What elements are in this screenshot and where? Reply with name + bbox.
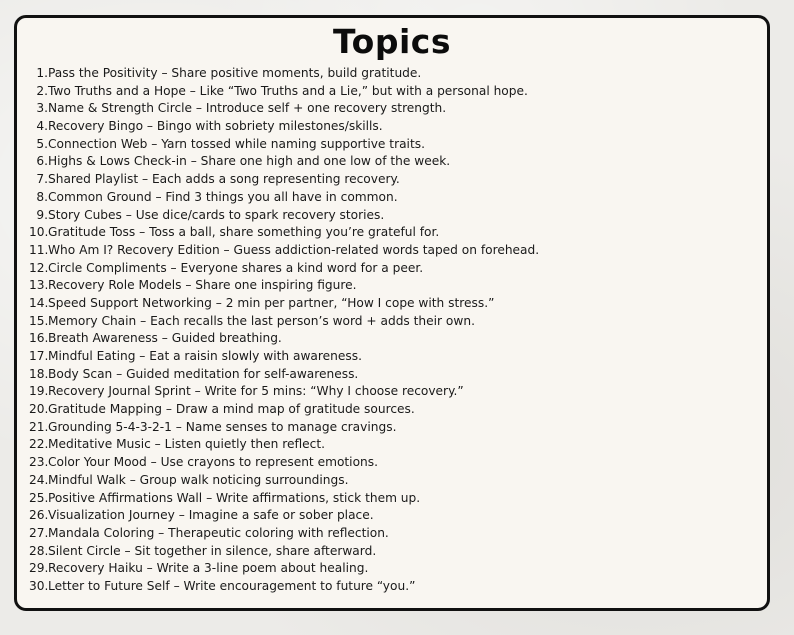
list-item bbox=[29, 348, 539, 366]
list-item-text: Color Your Mood – Use crayons to represent emotions. bbox=[48, 455, 378, 470]
list-item-number: 13. bbox=[29, 278, 49, 293]
list-item-number: 4. bbox=[36, 119, 48, 134]
list-item-number: 18. bbox=[29, 366, 49, 381]
list-item bbox=[29, 260, 539, 278]
list-item-number: 9. bbox=[36, 207, 48, 222]
list-item-text: Mandala Coloring – Therapeutic coloring with reflection. bbox=[48, 525, 389, 540]
list-item bbox=[29, 277, 539, 295]
list-item bbox=[29, 242, 539, 260]
list-item-number: 16. bbox=[29, 331, 49, 346]
list-item-text: Connection Web – Yarn tossed while naming supportive traits. bbox=[48, 136, 425, 151]
list-item bbox=[29, 401, 539, 419]
list-item-text: Highs & Lows Check-in – Share one high and one low of the week. bbox=[48, 154, 451, 169]
list-item-text: Letter to Future Self – Write encouragement to future “you.” bbox=[48, 578, 416, 593]
list-item-number: 15. bbox=[29, 313, 49, 328]
list-item bbox=[29, 207, 539, 225]
list-item-number: 17. bbox=[29, 349, 49, 363]
list-item-number: 27. bbox=[29, 525, 49, 540]
list-item-number: 2. bbox=[36, 83, 48, 98]
list-item-text: Mindful Eating – Eat a raisin slowly with awareness. bbox=[48, 349, 362, 363]
list-item bbox=[29, 419, 539, 437]
list-item-number: 12. bbox=[29, 260, 49, 275]
list-item-number: 1. bbox=[36, 66, 48, 80]
list-item bbox=[29, 313, 539, 331]
list-item-number: 5. bbox=[36, 136, 48, 151]
list-item-text: Speed Support Networking – 2 min per partner, “How I cope with stress.” bbox=[48, 295, 495, 310]
list-item-text: Recovery Role Models – Share one inspiring figure. bbox=[48, 278, 357, 293]
list-item-text: Body Scan – Guided meditation for self-awareness. bbox=[48, 366, 359, 381]
list-item-number: 11. bbox=[29, 242, 49, 257]
topics-card bbox=[14, 15, 770, 611]
list-item bbox=[29, 366, 539, 384]
list-item-text: Recovery Bingo – Bingo with sobriety milestones/skills. bbox=[48, 119, 383, 134]
list-item-text: Common Ground – Find 3 things you all have in common. bbox=[48, 189, 398, 204]
list-item-text: Shared Playlist – Each adds a song representing recovery. bbox=[48, 172, 400, 187]
list-item-number: 22. bbox=[29, 437, 49, 452]
list-item-number: 10. bbox=[29, 225, 49, 240]
list-item-number: 29. bbox=[29, 561, 49, 576]
list-item-text: Grounding 5-4-3-2-1 – Name senses to manage cravings. bbox=[48, 419, 397, 434]
list-item-text: Breath Awareness – Guided breathing. bbox=[48, 331, 282, 346]
list-item bbox=[29, 118, 539, 136]
list-item-number: 14. bbox=[29, 295, 49, 310]
list-item-text: Who Am I? Recovery Edition – Guess addiction-related words taped on forehead. bbox=[48, 242, 540, 257]
list-item-text: Memory Chain – Each recalls the last person’s word + adds their own. bbox=[48, 313, 475, 328]
list-item bbox=[29, 525, 539, 543]
list-item-text: Two Truths and a Hope – Like “Two Truths and a Lie,” but with a personal hope. bbox=[48, 83, 528, 98]
list-item-number: 8. bbox=[36, 189, 48, 204]
list-item-text: Story Cubes – Use dice/cards to spark recovery stories. bbox=[48, 207, 385, 222]
list-item bbox=[29, 136, 539, 154]
list-item bbox=[29, 224, 539, 242]
list-item-number: 19. bbox=[29, 384, 49, 399]
list-item-number: 30. bbox=[29, 578, 49, 593]
list-item-number: 21. bbox=[29, 419, 49, 434]
list-item-text: Name & Strength Circle – Introduce self + one recovery strength. bbox=[48, 101, 447, 116]
list-item-number: 25. bbox=[29, 490, 49, 505]
list-item bbox=[29, 454, 539, 472]
list-item-text: Gratitude Mapping – Draw a mind map of gratitude sources. bbox=[48, 402, 415, 417]
list-item-number: 20. bbox=[29, 402, 49, 417]
list-item bbox=[29, 436, 539, 454]
page-title: Topics bbox=[333, 22, 451, 61]
list-item bbox=[29, 100, 539, 118]
list-item-number: 24. bbox=[29, 472, 49, 487]
list-item bbox=[29, 472, 539, 490]
list-item bbox=[29, 189, 539, 207]
list-item bbox=[29, 330, 539, 348]
list-item-number: 3. bbox=[36, 101, 48, 116]
list-item-text: Visualization Journey – Imagine a safe or sober place. bbox=[48, 508, 374, 523]
list-item-text: Gratitude Toss – Toss a ball, share something you’re grateful for. bbox=[48, 225, 440, 240]
list-item-text: Recovery Haiku – Write a 3-line poem about healing. bbox=[48, 561, 369, 576]
list-item-number: 28. bbox=[29, 543, 49, 558]
list-item bbox=[29, 383, 539, 401]
list-item bbox=[29, 578, 539, 596]
topic-list bbox=[29, 65, 539, 596]
list-item-number: 7. bbox=[36, 172, 48, 187]
list-item-text: Circle Compliments – Everyone shares a kind word for a peer. bbox=[48, 260, 424, 275]
list-item-number: 23. bbox=[29, 455, 49, 470]
list-item bbox=[29, 171, 539, 189]
list-item bbox=[29, 490, 539, 508]
list-item-text: Recovery Journal Sprint – Write for 5 mins: “Why I choose recovery.” bbox=[48, 384, 464, 399]
list-item bbox=[29, 83, 539, 101]
list-item-number: 26. bbox=[29, 508, 49, 523]
list-item bbox=[29, 65, 539, 83]
list-item bbox=[29, 507, 539, 525]
list-item bbox=[29, 560, 539, 578]
list-item-text: Mindful Walk – Group walk noticing surroundings. bbox=[48, 472, 349, 487]
list-item bbox=[29, 543, 539, 561]
list-item-text: Pass the Positivity – Share positive moments, build gratitude. bbox=[48, 66, 422, 80]
list-item-text: Meditative Music – Listen quietly then reflect. bbox=[48, 437, 326, 452]
list-item-number: 6. bbox=[36, 154, 48, 169]
list-item-text: Silent Circle – Sit together in silence, share afterward. bbox=[48, 543, 377, 558]
list-item bbox=[29, 153, 539, 171]
list-item bbox=[29, 295, 539, 313]
list-item-text: Positive Affirmations Wall – Write affirmations, stick them up. bbox=[48, 490, 421, 505]
